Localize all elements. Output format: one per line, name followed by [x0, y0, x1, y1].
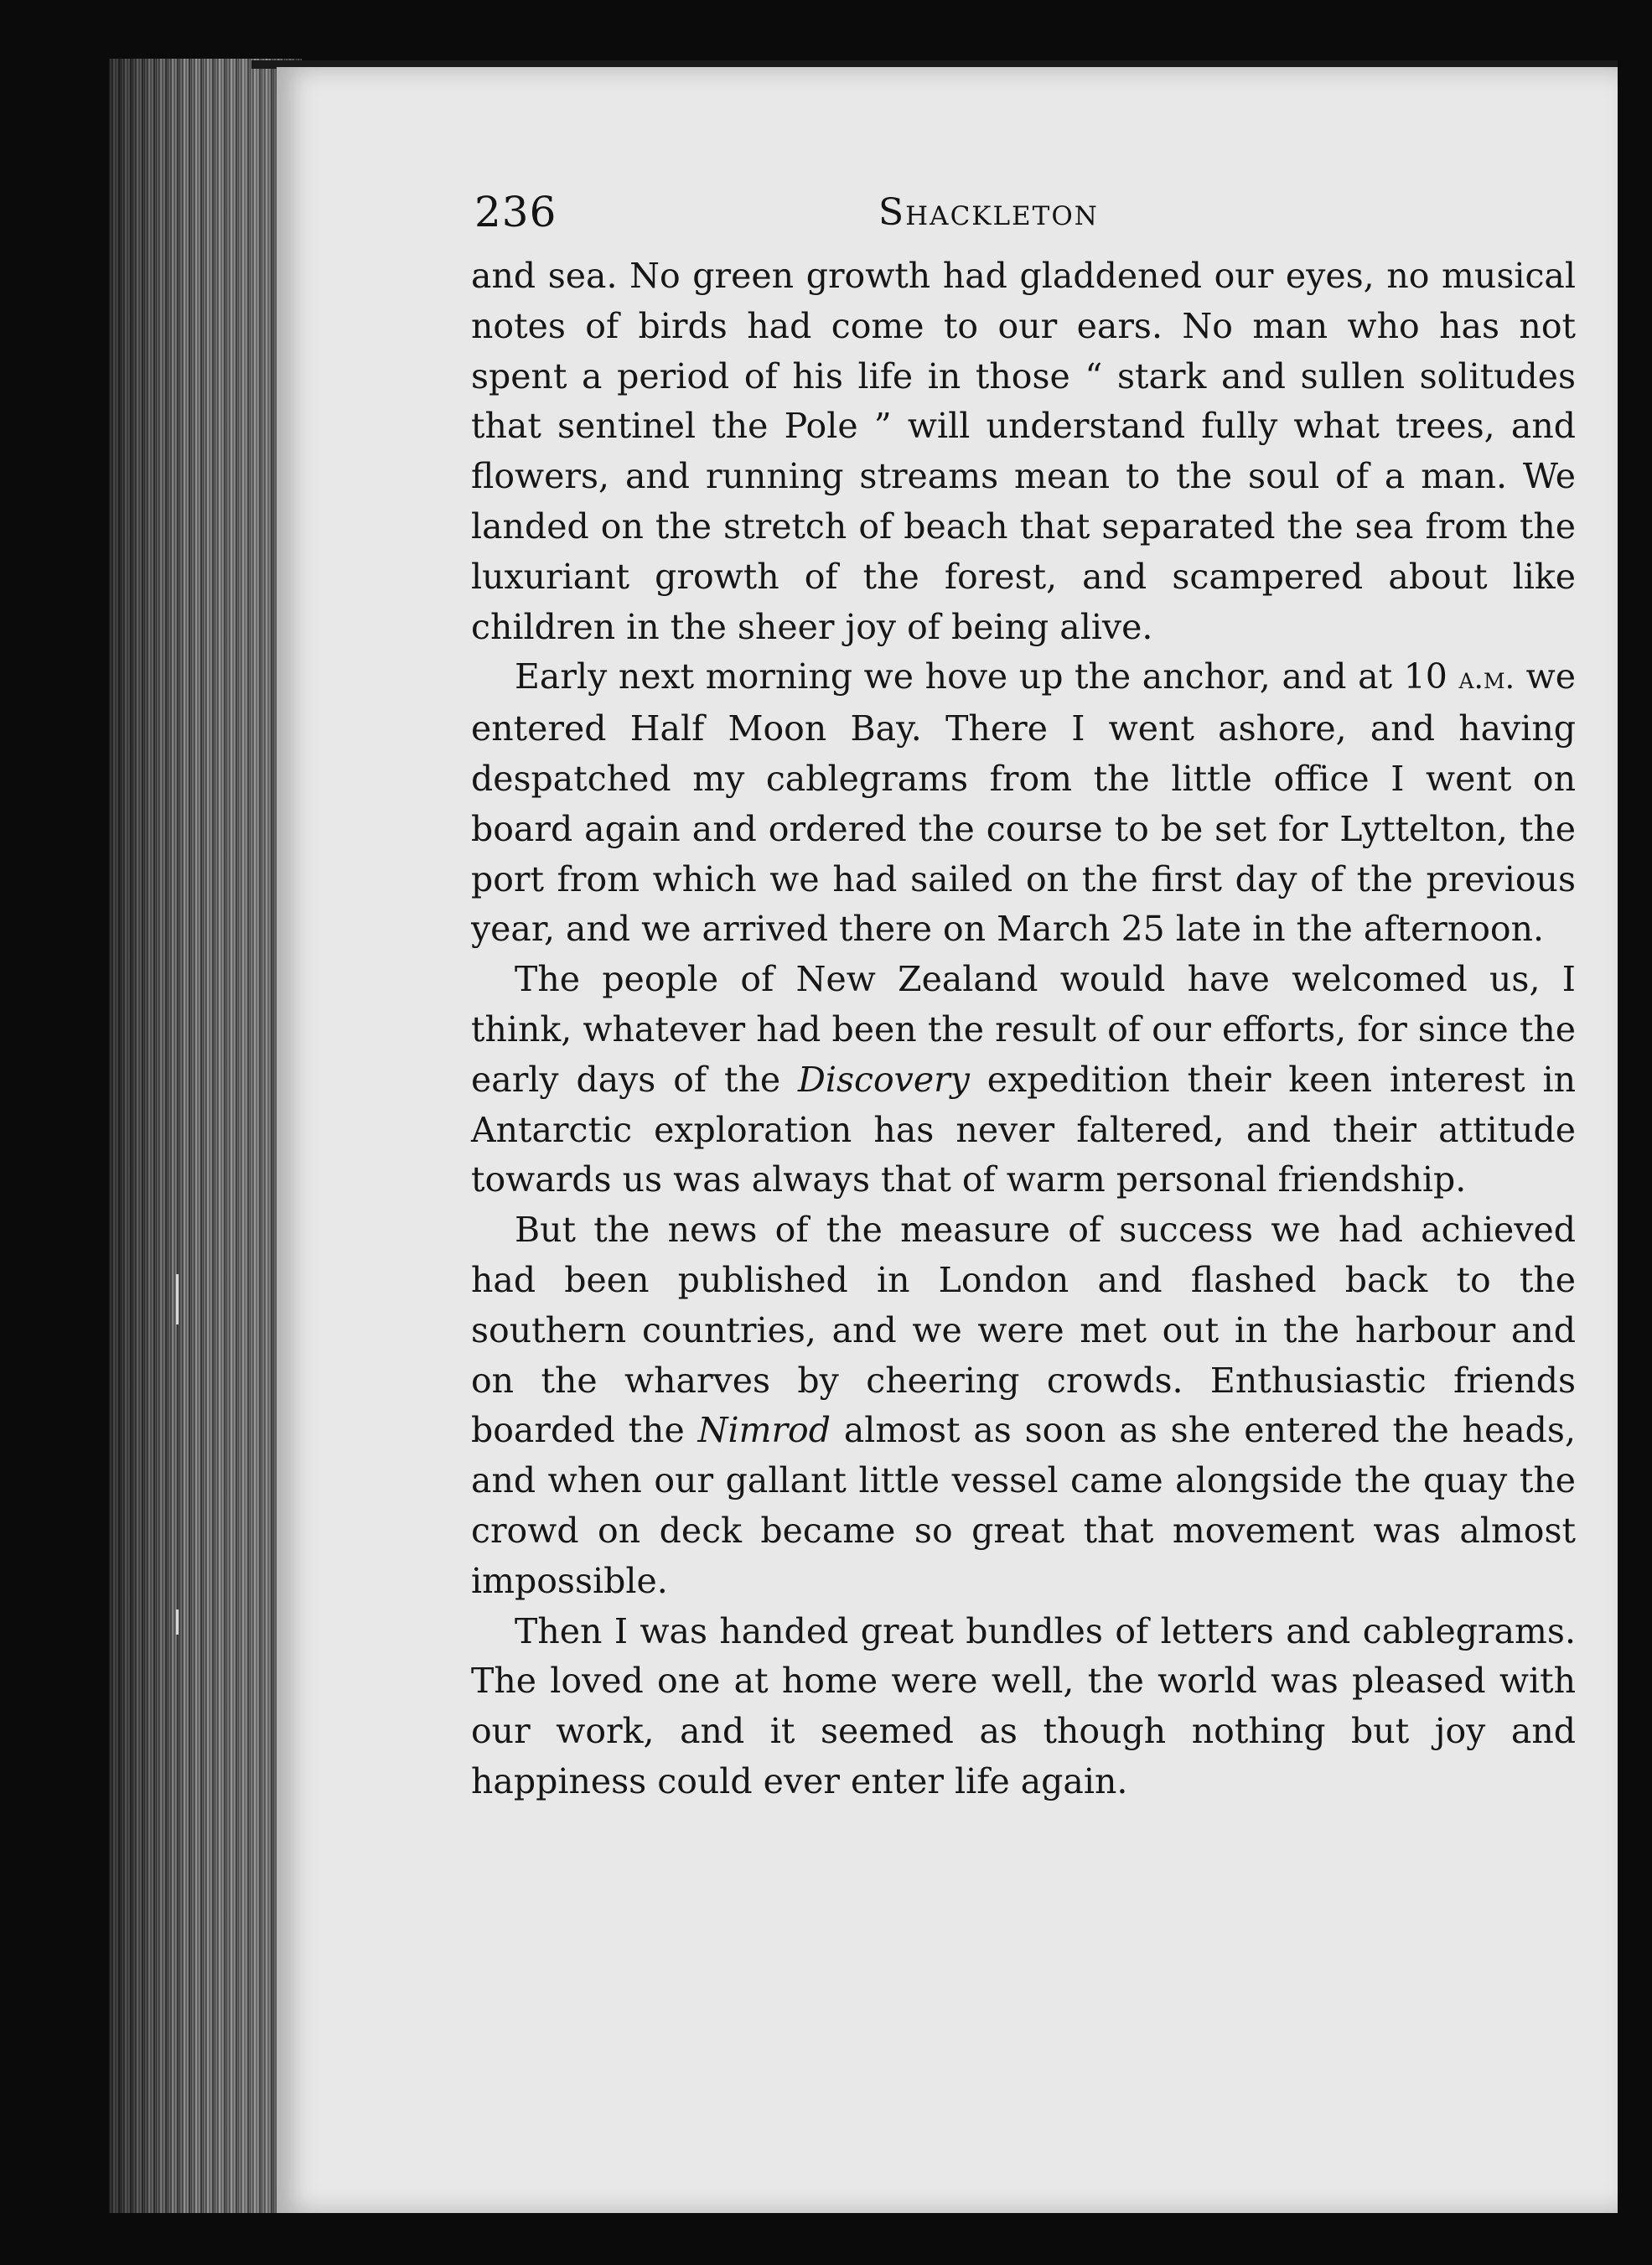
- time-abbreviation: a.m.: [1458, 661, 1515, 697]
- ship-name-nimrod: Nimrod: [697, 1410, 831, 1451]
- scan-artifact: [176, 1274, 179, 1324]
- page-edge-stack: [109, 59, 302, 2213]
- paragraph-4-text-end: almost as soon as she entered the heads, and when our gallant little vessel came alongside the quay the crowd on deck became so great that movement was almost impossible.: [471, 1410, 1576, 1601]
- body-text: [471, 251, 1576, 1807]
- paragraph-1-text: and sea. No green growth had gladdened our eyes, no musical notes of birds had come to our ears. No man who has not spent a period of his life in those “ stark and sullen solitudes that sentinel the Pole ” will understand fully what trees, and flowers, and running streams mean to the soul of a man. We landed on the stretch of beach that separated the sea from the luxuriant growth of the forest, and scampered about like children in the sheer joy of being alive.: [471, 256, 1576, 647]
- paragraph-2-text-start: Early next morning we hove up the anchor, and at 10: [515, 656, 1459, 697]
- paragraph-4: [471, 1205, 1576, 1606]
- paragraph-5: [471, 1607, 1576, 1807]
- paragraph-4-text-start: But the news of the measure of success we had achieved had been published in London and flashed back to the southern countries, and we were met out in the harbour and on the wharves by cheering crowds. Enthusiastic friends boarded the: [471, 1210, 1576, 1451]
- book-title: Shackleton: [878, 191, 1099, 234]
- paragraph-5-text: Then I was handed great bundles of letters and cablegrams. The loved one at home were well, the world was pleased with our work, and it seemed as though nothing but joy and happiness could ever enter life again.: [471, 1610, 1576, 1801]
- page-number: 236: [474, 188, 557, 236]
- paragraph-3-text-end: expedition their keen interest in Antarctic exploration has never faltered, and their attitude towards us was always that of warm personal friendship.: [471, 1059, 1576, 1200]
- paragraph-3: [471, 955, 1576, 1205]
- running-head: [474, 188, 1572, 238]
- scan-artifact: [176, 1609, 179, 1635]
- ship-name-discovery: Discovery: [798, 1059, 970, 1100]
- paragraph-3-text-start: The people of New Zealand would have welcomed us, I think, whatever had been the result of our efforts, for since the early days of the: [471, 959, 1576, 1100]
- paragraph-2: [471, 652, 1576, 955]
- paragraph-1: [471, 251, 1576, 652]
- paragraph-2-text-end: we entered Half Moon Bay. There I went ashore, and having despatched my cablegrams from the little office I went on board again and ordered the course to be set for Lyttelton, the port from which we had sailed on the first day of the previous year, and we arrived there on March 25 late in the afternoon.: [471, 656, 1577, 950]
